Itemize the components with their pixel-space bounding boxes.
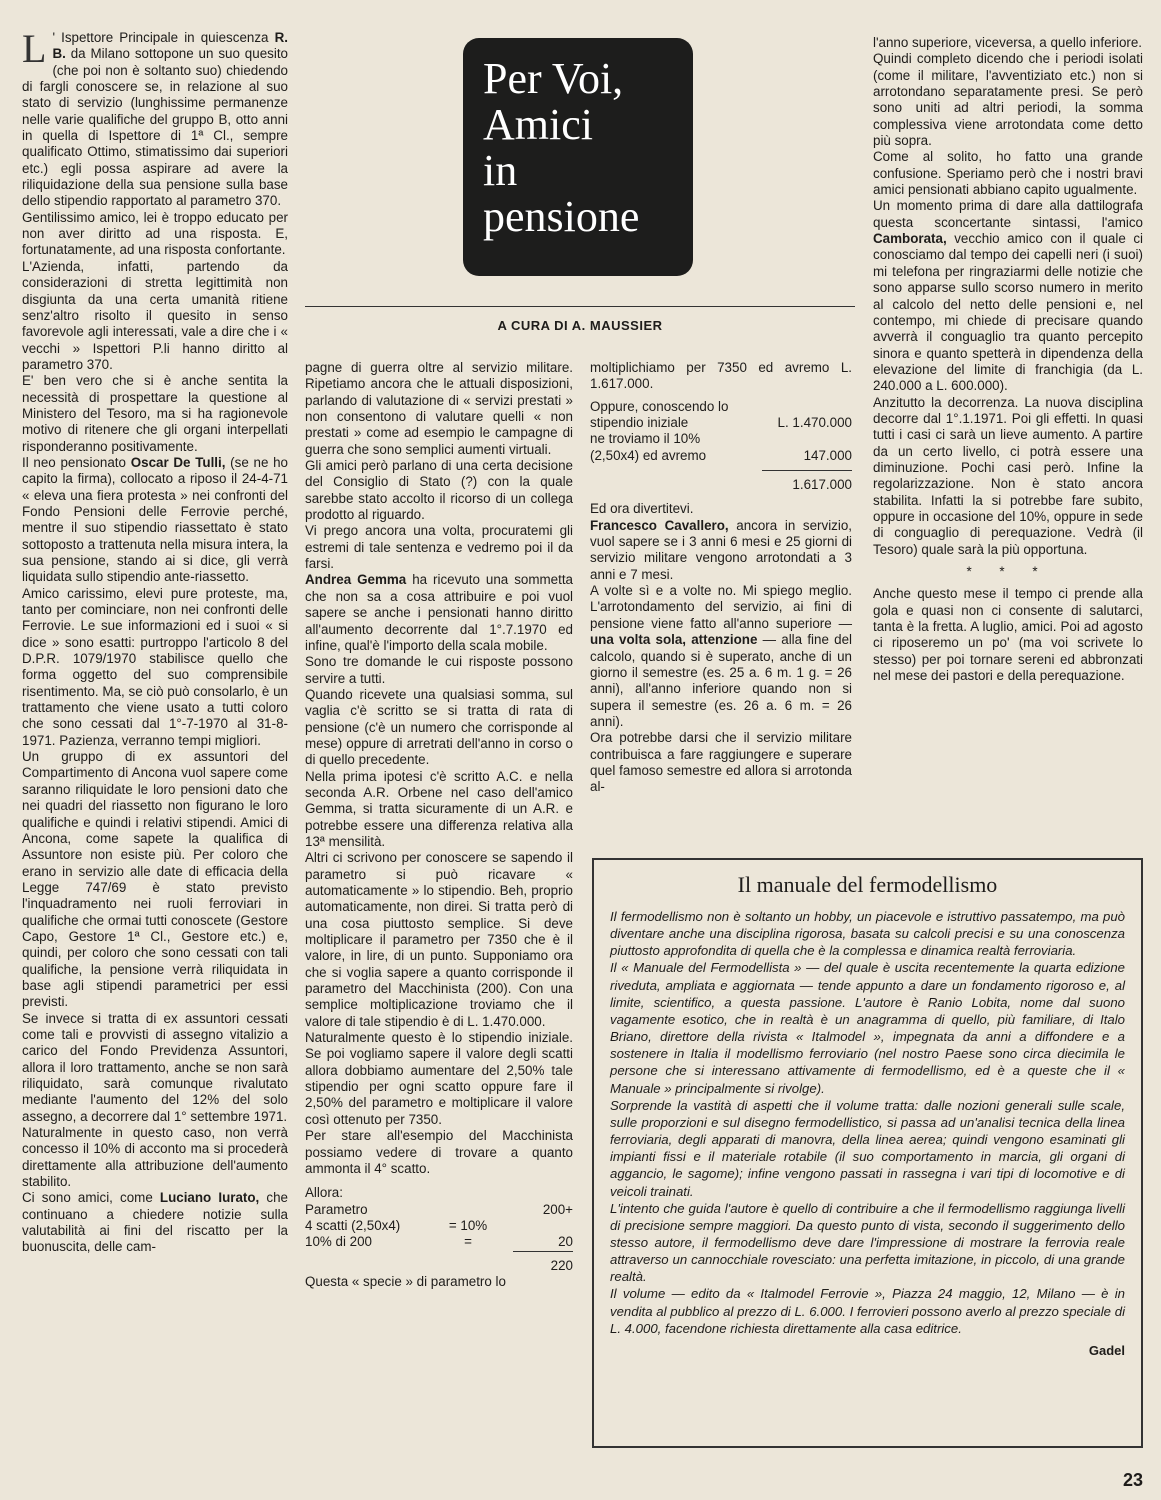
paragraph: Sorprende la vastità di aspetti che il volume tratta: dalle nozioni generali sulle scale, sulle proporzioni e sul disegno fermodellistico, si passa ad un'analisi tecnica della linea ferroviaria, degli apparati di manovra, della linea aerea; quindi vengono esaminati gli impianti fissi e il materiale rotabile (il suo comportamento in marcia, gli organi di aggancio, le sagome); infine vengono passati in rassegna i vari tipi di locomotive e di veicoli trainati.	[610, 1097, 1125, 1199]
calc-op: = 10%	[448, 1217, 488, 1233]
title-line-2: Amici	[483, 100, 593, 149]
sum-rule	[762, 470, 852, 477]
paragraph: Ed ora divertitevi.	[590, 501, 694, 517]
paragraph	[22, 1190, 288, 1255]
calc-label: (2,50x4) ed avremo	[590, 447, 707, 463]
article-column-3	[590, 360, 852, 796]
calc-row	[305, 1218, 573, 1234]
reader-name: Luciano Iurato,	[159, 1190, 260, 1206]
paragraph: Il fermodellismo non è soltanto un hobby, un piacevole e istruttivo passatempo, ma può diventare anche una disciplina rigorosa, basata su calcoli precisi e su una conoscenza piuttosto approfondita di quella che è la complessa e dinamica realtà ferroviaria.	[610, 909, 1125, 959]
paragraph: L'intento che guida l'autore è quello di contribuire a che il fermodellismo raggiunga livelli di precisione sempre maggiori. Da questo punto di vista, secondo il suggerimento dello stesso autore, il fermodellismo deve dare l'impressione di mostrare la ferrovia reale attraverso un cannocchiale rovesciato: una perfetta imitazione, in piccolo, di una grande realtà.	[610, 1200, 1125, 1285]
article-column-2	[305, 360, 573, 1290]
emphasis: una volta sola, attenzione	[590, 632, 758, 648]
paragraph: Il volume — edito da « Italmodel Ferrovie », Piazza 24 maggio, 12, Milano — è in vendita al pubblico al prezzo di L. 6.000. I ferrovieri possono averlo al prezzo speciale di L. 4.000, facendone richiesta direttamente alla casa editrice.	[610, 1286, 1125, 1336]
paragraph: l'anno superiore, viceversa, a quello inferiore.	[873, 35, 1143, 50]
calc-row	[590, 448, 852, 464]
text: che continuano a chiedere notizie sulla valutabilità ai fini del riscatto per la buonuscita, delle cam-	[22, 1190, 288, 1255]
paragraph: Nella prima ipotesi c'è scritto A.C. e nella seconda A.R. Orbene nel caso dell'amico Gemma, si tratta sicuramente di un A.R. e potrebbe essere una differenza relativa alla 13ª mensilità.	[305, 768, 573, 849]
article-column-1	[22, 26, 288, 1256]
calc-op	[433, 1202, 503, 1218]
text: da Milano sottopone un suo quesito (che poi non è soltanto suo) chiedendo di fargli conoscere se, in relazione al suo stato di servizio (lunghissime permanenze nelle varie qualifiche del gruppo B, otto anni in quella di Ispettore di 1ª Cl., sempre qualificato Ottimo, stimatissimo dai superiori etc.) egli possa aspirare ad avere la riliquidazione della sua pensione sulla base dello stipendio rapportato al parametro 370.	[22, 46, 288, 209]
calc-total-row	[305, 1258, 573, 1274]
byline: A CURA DI A. MAUSSIER	[497, 318, 663, 333]
paragraph: Sono tre domande le cui risposte possono servire a tutti.	[305, 654, 573, 686]
paragraph: Naturalmente in questo caso, non verrà concesso il 10% di acconto ma si procederà direttamente alla attribuzione dell'aumento stabilito.	[22, 1125, 288, 1190]
calc-value	[503, 1218, 573, 1234]
paragraph: Il « Manuale del Fermodellista » — del quale è uscita recentemente la quarta edizione riveduta, ampliata e aggiornata — tende appunto a dare un fondamento rigoroso e, al limite, scientifico, a questa passione. L'autore è Ranio Lobita, nome dal suono vagamente esotico, che in realtà è un anagramma di quello, più familiare, di Italo Briano, direttore della rivista « Italmodel », impegnata da anni a diffondere e a sostenere in Italia il modellismo ferroviario (nel nostro Paese sono circa diecimila le persone che si interessano attivamente di fermodellismo, ed è a queste che il « Manuale » principalmente si rivolge).	[610, 960, 1125, 1096]
paragraph: Anzitutto la decorrenza. La nuova disciplina decorre dal 1°.1.1971. Poi gli effetti. In quasi tutti i casi ci sarà un lieve aumento. A partire da un certo livello, ci potrà essere una diminuzione. Pochi casi però. Infine la regolarizzazione. Non è stato ancora stabilita. Infatti la si potrebbe fare subito, oppure in occasione del 10%, oppure in sede di conguaglio di perequazione. Vedrà (il Tesoro) quale sarà la più opportuna.	[873, 394, 1143, 557]
paragraph	[590, 518, 852, 583]
calc-total-row	[590, 477, 852, 493]
article-column-4	[873, 35, 1143, 684]
text: vecchio amico con il quale ci conosciamo dal tempo dei capelli neri (i suoi) mi telefona per ringraziarmi delle notizie che sono apparse sullo scorso numero in merito al calcolo del netto delle pensioni e, nel contempo, mi chiede di precisare quando avverrà il conguaglio tra quanto percepito sinora e quanto spetterà in dipendenza della elevazione del limite di franchigia (da L. 240.000 a L. 600.000).	[873, 231, 1143, 394]
paragraph: moltiplichiamo per 7350 ed avremo L. 1.617.000.	[590, 360, 852, 392]
paragraph: Naturalmente questo è lo stipendio iniziale. Se poi vogliamo sapere il valore degli scatti allora dobbiamo aumentare del 2,50% tale stipendio per ogni scatto oppure fare il 2,50% del parametro e moltiplicare il valore così ottenuto per 7350.	[305, 1030, 573, 1127]
paragraph: Come al solito, ho fatto una grande confusione. Speriamo però che i nostri bravi amici pensionati abbiano capito ugualmente.	[873, 149, 1143, 198]
paragraph: Se invece si tratta di ex assuntori cessati come tali e provvisti di assegno vitalizio a carico del Fondo Previdenza Assuntori, allora il loro trattamento, anche se non sarà riliquidato, sarà comunque rivalutato mediante l'aumento del 12% del solo assegno, a decorrere dal 1° settembre 1971.	[22, 1010, 288, 1124]
paragraph: Ora potrebbe darsi che il servizio militare contribuisca a fare raggiungere e superare quel famoso semestre ed allora si arrotonda al-	[590, 730, 852, 795]
box-body	[610, 908, 1125, 1337]
calc-total: 1.617.000	[792, 477, 852, 493]
text: Il neo pensionato	[22, 454, 131, 470]
drop-cap: L	[22, 26, 47, 71]
calc-total: 220	[550, 1257, 573, 1273]
byline-rule	[305, 306, 855, 307]
paragraph: Gli amici però parlano di una certa decisione del Consiglio di Stato (?) con la quale sarebbe stato accolto il ricorso di un collega prodotto al riguardo.	[305, 458, 573, 523]
text: (se ne ho capito la firma), collocato a riposo il 24-4-71 « eleva una fiera protesta » nei confronti del Fondo Pensioni delle Ferrovie perché, mentre il suo stipendio riassettato è stato sottoposto a trattenuta nella misura intera, la sua pensione, stando ai si dice, gli verrà liquidata sullo stipendio ante-riassetto.	[22, 454, 288, 585]
reader-name: Camborata,	[873, 231, 947, 247]
paragraph	[305, 572, 573, 654]
calc-label: 4 scatti (2,50x4)	[305, 1217, 401, 1233]
reader-name: Andrea Gemma	[305, 572, 407, 588]
text: ' Ispettore Principale in quiescenza	[52, 30, 275, 45]
paragraph: L'Azienda, infatti, partendo da considerazioni di stretta legittimità non disgiunta da una certa umanità ritiene senz'altro risolto il quesito in senso favorevole agli interessati, vale a dire che i « vecchi » Ispettori P.li hanno diritto al parametro 370.	[22, 258, 288, 372]
paragraph: Amico carissimo, elevi pure proteste, ma, tanto per cominciare, non nei confronti delle Ferrovie. Le sue informazioni ed i suoi « si dice » sono esatti: purtroppo l'articolo 8 del D.P.R. 1079/1970 stabilisce quello che forma oggetto del suo comprensibile risentimento. Ma, se ciò può consolarlo, è un trattamento che viene usato a tutti coloro che sono cessati dal 1°-7-1970 al 31-8-1971. Pazienza, verranno tempi migliori.	[22, 585, 288, 748]
paragraph: Quando ricevete una qualsiasi somma, sul vaglia c'è scritto se si tratta di rata di pensione (c'è un numero che corrisponde al mese) oppure di arretrati dell'anno in corso o di quello precedente.	[305, 686, 573, 768]
calc-label: ne troviamo il 10%	[590, 431, 701, 447]
calc-value	[742, 431, 852, 447]
paragraph: Quindi completo dicendo che i periodi isolati (come il militare, l'avventiziato etc.) non si arrotondano separatamente presi. Se però sono uniti ad altri periodi, la somma complessiva viene arrotondata come detto più sopra.	[873, 51, 1143, 149]
paragraph: Oppure, conoscendo lo	[590, 398, 729, 414]
reader-name: Francesco Cavallero,	[590, 517, 729, 533]
section-separator: * * *	[966, 564, 1050, 579]
title-line-1: Per Voi,	[483, 54, 624, 103]
paragraph: Vi prego ancora una volta, procuratemi gli estremi di tale sentenza e vedremo poi il da farsi.	[305, 523, 573, 572]
paragraph: Questa « specie » di parametro lo	[305, 1273, 506, 1289]
paragraph	[22, 455, 288, 586]
paragraph	[22, 26, 288, 210]
paragraph: Anche questo mese il tempo ci prende alla gola e quasi non ci consente di salutarci, tanta è la fretta. A luglio, amici. Poi ad agosto ci riposeremo un po' (ma voi scrivete lo stesso) per poi tornare sereni ed abbronzati nel mese dei pastori e della perequazione.	[873, 586, 1143, 684]
title-line-4: pensione	[483, 192, 640, 241]
paragraph	[590, 583, 852, 730]
calc-row	[305, 1234, 573, 1250]
reader-name: Oscar De Tulli,	[130, 454, 226, 470]
calc-row	[305, 1202, 573, 1218]
box-title: Il manuale del fermodellismo	[737, 872, 998, 897]
paragraph: pagne di guerra oltre al servizio militare. Ripetiamo ancora che le attuali disposizioni, parlando di valutazione di « servizi prestati » non consentono di valutare quelli « non prestati » come ad esempio le campagne di guerra che sono semplici aumenti virtuali.	[305, 360, 573, 457]
text: Un momento prima di dare alla dattilografa questa sconcertante sintassi, l'amico	[873, 198, 1143, 230]
reader-name: R. B.	[52, 30, 288, 62]
paragraph: Un gruppo di ex assuntori del Compartimento di Ancona vuol sapere come saranno riliquidate le loro pensioni dato che nei quadri del riassetto non figurano le loro qualifiche e quindi i relativi stipendi. Amici di Ancona, come sapete la qualifica di Assuntore non esiste più. Per coloro che erano in servizio alle date di efficacia della Legge 747/69 è stato previsto l'inquadramento nei ruoli ferroviari in qualifiche che ormai tutti conoscete (Gestore Capo, Gestore 1ª Cl., Gestore etc.) e, quindi, per coloro che sono cessati con tali qualifiche, la pensione verrà riliquidata in base agli stipendi parametrici per essi previsti.	[22, 749, 288, 1010]
text: — alla fine del calcolo, quando si è superato, anche di un giorno il semestre (es. 25 a. 6 m. 1 g. = 26 anni), all'anno inferiore quando non si supera il semestre (es. 26 a. 6 m. = 26 anni).	[590, 632, 852, 729]
paragraph: Altri ci scrivono per conoscere se sapendo il parametro si può ricavare « automaticamente » lo stipendio. Beh, proprio automaticamente, non direi. Si tratta però di una cosa piuttosto semplice. Si deve moltiplicare il parametro per 7350 che è il valore, in lire, di un punto. Supponiamo ora che si voglia sapere a quanto corrisponde il parametro del Macchinista (200). Con una semplice moltiplicazione troviamo che il valore di tale stipendio è di L. 1.470.000.	[305, 850, 573, 1029]
book-review-box	[592, 858, 1143, 1448]
calc-row	[590, 431, 852, 447]
text: ha ricevuto una sommetta che non sa a cosa attribuire e poi vuol sapere se anche i pensionati hanno diritto all'aumento decorrente dal 1°.7.1970 ed infine, qual'è l'importo della scala mobile.	[305, 572, 574, 653]
title-line-3: in	[483, 146, 518, 195]
calc-label: 10% di 200	[305, 1234, 373, 1250]
text: ancora in servizio, vuol sapere se i 3 anni 6 mesi e 25 giorni di servizio militare vengono arrotondati a 3 anni e 7 mesi.	[590, 517, 853, 582]
paragraph: Gentilissimo amico, lei è troppo educato per non aver diritto ad una risposta. E, fortunatamente, ad una risposta confortante.	[22, 209, 288, 258]
calc-value: 147.000	[803, 447, 852, 463]
calc-value: L. 1.470.000	[777, 415, 852, 431]
text: A volte sì e a volte no. Mi spiego meglio. L'arrotondamento del servizio, ai fini di pensione viene fatto all'anno superiore —	[590, 583, 852, 631]
column-title-box	[463, 38, 693, 276]
calc-label: Parametro	[305, 1201, 368, 1217]
paragraph: Per stare all'esempio del Macchinista possiamo vedere di trovare a quanto ammonta il 4° scatto.	[305, 1128, 573, 1176]
calc-op: =	[464, 1234, 472, 1250]
signature: Gadel	[1088, 1342, 1125, 1358]
paragraph	[873, 198, 1143, 394]
paragraph: Allora:	[305, 1185, 343, 1201]
sum-rule	[513, 1251, 573, 1258]
text: Ci sono amici, come	[22, 1190, 160, 1206]
calc-row	[590, 415, 852, 431]
paragraph: E' ben vero che si è anche sentita la necessità di prospettare la questione al Ministero del Tesoro, ma si ha ragionevole motivo di ritenere che gli organi interpellati risponderanno positivamente.	[22, 373, 288, 454]
page-number: 23	[1122, 1470, 1143, 1490]
calc-value: 20	[558, 1234, 573, 1250]
calc-label: stipendio iniziale	[590, 415, 689, 431]
calc-value: 200+	[542, 1201, 573, 1217]
